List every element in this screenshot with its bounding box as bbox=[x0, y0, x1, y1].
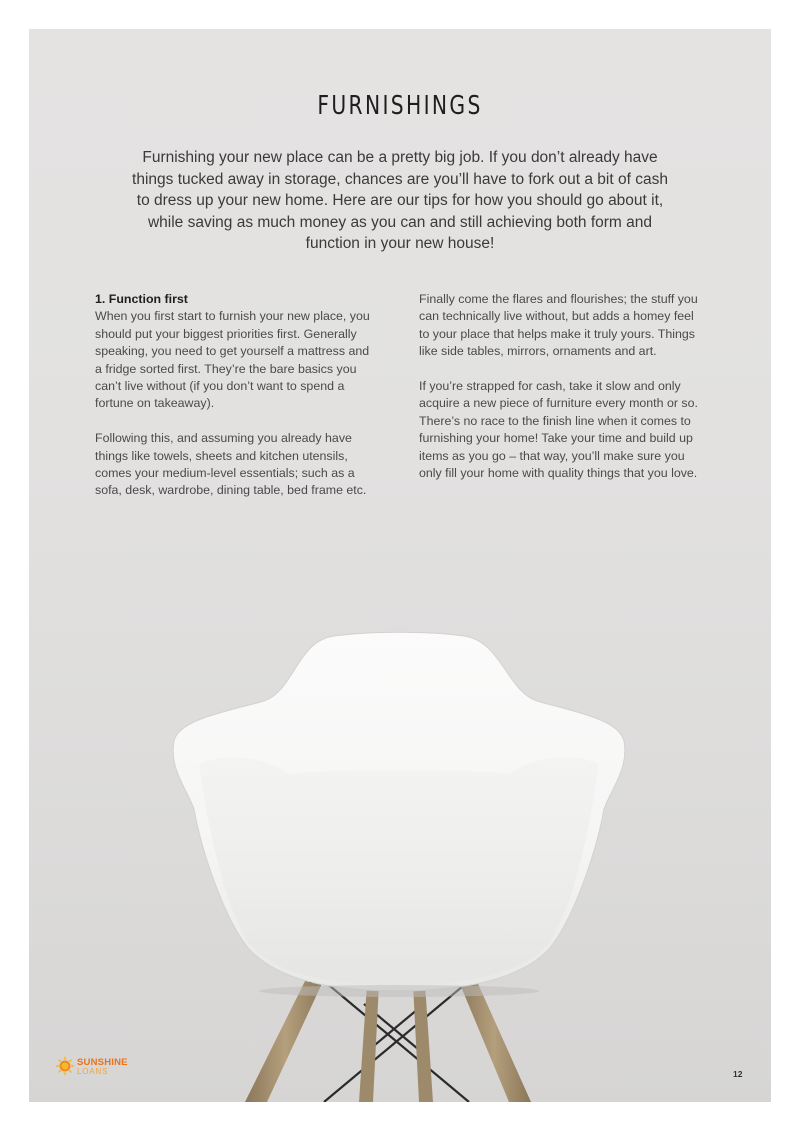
sun-icon bbox=[55, 1054, 77, 1080]
paragraph: Following this, and assuming you already have things like towels, sheets and kitchen utensils, comes your medium-level essentials; such as a sofa, desk, wardrobe, dining table, bed frame etc. bbox=[95, 431, 367, 498]
right-column bbox=[419, 291, 701, 500]
logo-subtext: LOANS bbox=[77, 1067, 109, 1076]
sunshine-loans-logo bbox=[55, 1054, 145, 1080]
page-title: FURNISHINGS bbox=[317, 91, 483, 121]
left-column bbox=[95, 291, 377, 517]
page-number: 12 bbox=[733, 1069, 743, 1079]
page bbox=[29, 29, 771, 1102]
paragraph: When you first start to furnish your new place, you should put your biggest priorities first. Generally speaking, you need to get yourself a mattress and a fridge sorted first. They’re the bare basics you can’t live without (if you don’t want to spend a fortune on takeaway). bbox=[95, 309, 370, 411]
logo-text: SUNSHINE bbox=[77, 1057, 128, 1068]
intro-paragraph: Furnishing your new place can be a pretty big job. If you don’t already have things tucked away in storage, chances are you’ll have to fork out a bit of cash to dress up your new home. Here are our tips for how you should go about it, while saving as much money as you can and still achieving both form and function in your new house! bbox=[132, 149, 668, 252]
paragraph: If you’re strapped for cash, take it slow and only acquire a new piece of furniture every month or so. There’s no race to the finish line when it comes to furnishing your home! Take your time and build up items as you go – that way, you’ll make sure you only fill your home with quality things that you love. bbox=[419, 379, 698, 481]
section-heading: 1. Function first bbox=[95, 292, 188, 306]
paragraph: Finally come the flares and flourishes; the stuff you can technically live without, but adds a homey feel to your place that helps make it truly yours. Things like side tables, mirrors, ornaments and art. bbox=[419, 292, 698, 359]
